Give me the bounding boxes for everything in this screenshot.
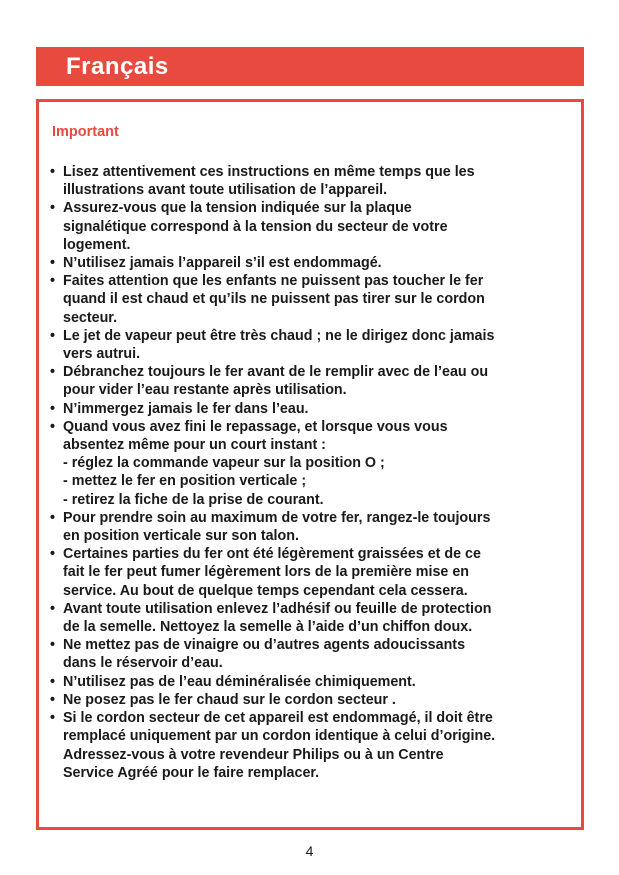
list-item: • N’immergez jamais le fer dans l’eau. (50, 400, 575, 418)
list-item: • Assurez-vous que la tension indiquée sur la plaque signalétique correspond à la tension du secteur de votre logement. (50, 199, 575, 254)
language-header-bar (36, 47, 584, 86)
list-item: • Le jet de vapeur peut être très chaud ; ne le dirigez donc jamais vers autrui. (50, 327, 575, 363)
list-item: • N’utilisez pas de l’eau déminéralisée chimiquement. (50, 673, 575, 691)
list-item: • Ne mettez pas de vinaigre ou d’autres agents adoucissants dans le réservoir d’eau. (50, 636, 575, 672)
list-item: • Faites attention que les enfants ne puissent pas toucher le fer quand il est chaud et qu’ils ne puissent pas tirer sur le cordon secteur. (50, 272, 575, 327)
list-item: • Si le cordon secteur de cet appareil est endommagé, il doit être remplacé uniquement par un cordon identique à celui d’origine. Adressez-vous à votre revendeur Philips ou à un Centre Service Agréé pour le faire remplacer. (50, 709, 575, 782)
list-item: • Ne posez pas le fer chaud sur le cordon secteur . (50, 691, 575, 709)
list-item: • Certaines parties du fer ont été légèrement graissées et de ce fait le fer peut fumer légèrement lors de la première mise en service. Au bout de quelque temps cependant cela cessera. (50, 545, 575, 600)
list-item: • Pour prendre soin au maximum de votre fer, rangez-le toujours en position verticale sur son talon. (50, 509, 575, 545)
section-title: Important (52, 124, 119, 140)
page-number: 4 (305, 843, 314, 859)
list-item: • Quand vous avez fini le repassage, et lorsque vous vous absentez même pour un court instant : - réglez la commande vapeur sur la position O ; - mettez le fer en position verticale ; - retirez la fiche de la prise de courant. (50, 418, 575, 509)
instruction-list (50, 163, 575, 782)
list-item: • Débranchez toujours le fer avant de le remplir avec de l’eau ou pour vider l’eau restante après utilisation. (50, 363, 575, 399)
list-item: • Lisez attentivement ces instructions en même temps que les illustrations avant toute utilisation de l’appareil. (50, 163, 575, 199)
language-title: Français (66, 52, 169, 80)
list-item: • Avant toute utilisation enlevez l’adhésif ou feuille de protection de la semelle. Nettoyez la semelle à l’aide d’un chiffon doux. (50, 600, 575, 636)
list-item: • N’utilisez jamais l’appareil s’il est endommagé. (50, 254, 575, 272)
